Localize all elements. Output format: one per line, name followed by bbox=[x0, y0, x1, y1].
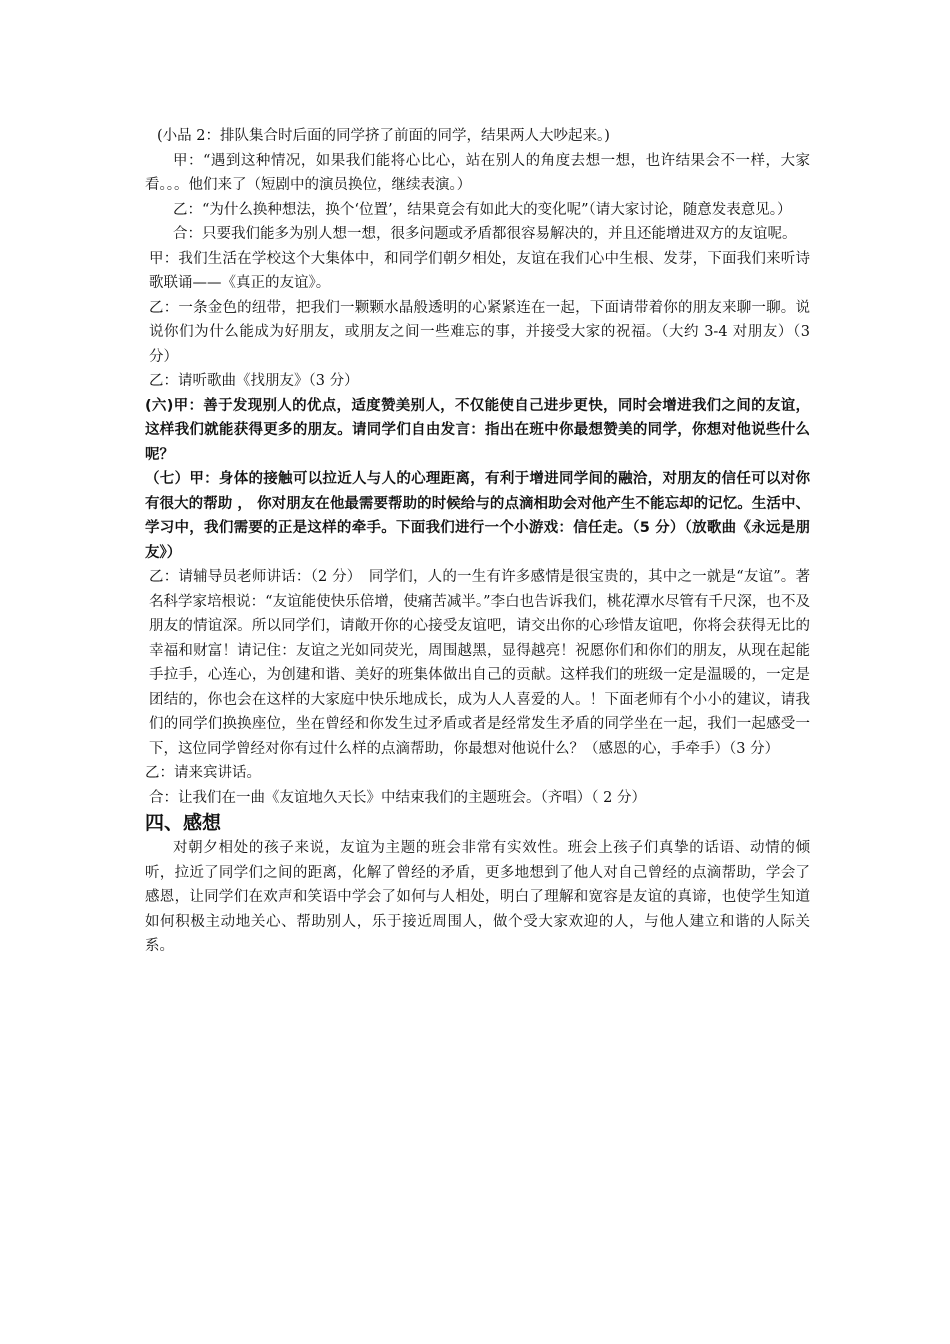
dialogue-jia-1: 甲：“遇到这种情况，如果我们能将心比心，站在别人的角度去想一想，也许结果会不一样，大家看。。。他们来了（短剧中的演员换位，继续表演。） bbox=[145, 152, 810, 193]
guest-speech: 乙：请来宾讲话。 bbox=[145, 765, 261, 781]
dialogue-he-1: 合：只要我们能多为别人想一想，很多问题或矛盾都很容易解决的，并且还能增进双方的友谊呢。 bbox=[173, 226, 797, 242]
dialogue-yi-2: 乙：一条金色的纽带，把我们一颗颗水晶般透明的心紧紧连在一起，下面请带着你的朋友来聊一聊。说说你们为什么能成为好朋友，或朋友之间一些难忘的事，并接受大家的祝福。（大约 3-4 对朋友）（3 分） bbox=[149, 299, 810, 365]
dialogue-yi-1: 乙：“为什么换种想法，换个‘位置’，结果竟会有如此大的变化呢”（请大家讨论，随意发表意见。） bbox=[173, 201, 792, 218]
section-seven: （七）甲：身体的接触可以拉近人与人的心理距离，有利于增进同学间的融洽，对朋友的信任可以对你有很大的帮助 ， 你对朋友在他最需要帮助的时候给与的点滴相助会对他产生不能忘却的记忆。生活中、学习中，我们需要的正是这样的牵手。下面我们进行一个小游戏：信任走。（5 分）（放歌曲《永远是朋友》） bbox=[145, 471, 810, 561]
counselor-speech: 乙：请辅导员老师讲话：（2 分） 同学们，人的一生有许多感情是很宝贵的，其中之一就是“友谊”。著名科学家培根说：“友谊能使快乐倍增，使痛苦减半。”李白也告诉我们，桃花潭水尽管有千尺深，也不及朋友的情谊深。所以同学们，请敞开你的心接受友谊吧，请交出你的心珍惜友谊吧，你将会获得无比的幸福和财富！请记住：友谊之光如同荧光，周围越黑，显得越亮！祝愿你们和你们的朋友，从现在起能手拉手，心连心，为创建和谐、美好的班集体做出自己的贡献。这样我们的班级一定是温暖的，一定是团结的，你也会在这样的大家庭中快乐地成长，成为人人喜爱的人。！下面老师有个小小的建议，请我们的同学们换换座位，坐在曾经和你发生过矛盾或者是经常发生矛盾的同学坐在一起，我们一起感受一下，这位同学曾经对你有过什么样的点滴帮助，你最想对他说什么？（感恩的心，手牵手）（3 分） bbox=[149, 569, 810, 757]
skit-note: (小品 2：排队集合时后面的同学挤了前面的同学，结果两人大吵起来。) bbox=[157, 128, 610, 144]
section-six: (六)甲：善于发现别人的优点，适度赞美别人，不仅能使自己进步更快，同时会增进我们之间的友谊，这样我们就能获得更多的朋友。请同学们自由发言：指出在班中你最想赞美的同学，你想对他说些什么呢？ bbox=[145, 397, 810, 463]
document-page bbox=[145, 124, 810, 959]
closing-line: 合：让我们在一曲《友谊地久天长》中结束我们的主题班会。（齐唱）（ 2 分） bbox=[149, 789, 646, 806]
dialogue-yi-3: 乙：请听歌曲《找朋友》（3 分） bbox=[149, 373, 359, 389]
dialogue-jia-2: 甲：我们生活在学校这个大集体中，和同学们朝夕相处，友谊在我们心中生根、发芽，下面我们来听诗歌联诵——《真正的友谊》。 bbox=[149, 250, 810, 291]
section-heading-reflection: 四、感想 bbox=[145, 812, 222, 834]
reflection-paragraph: 对朝夕相处的孩子来说，友谊为主题的班会非常有实效性。班会上孩子们真挚的话语、动情的倾听，拉近了同学们之间的距离，化解了曾经的矛盾，更多地想到了他人对自己曾经的点滴帮助，学会了感恩，让同学们在欢声和笑语中学会了如何与人相处，明白了理解和宽容是友谊的真谛，也使学生知道如何积极主动地关心、帮助别人，乐于接近周围人，做个受大家欢迎的人，与他人建立和谐的人际关系。 bbox=[145, 840, 810, 954]
